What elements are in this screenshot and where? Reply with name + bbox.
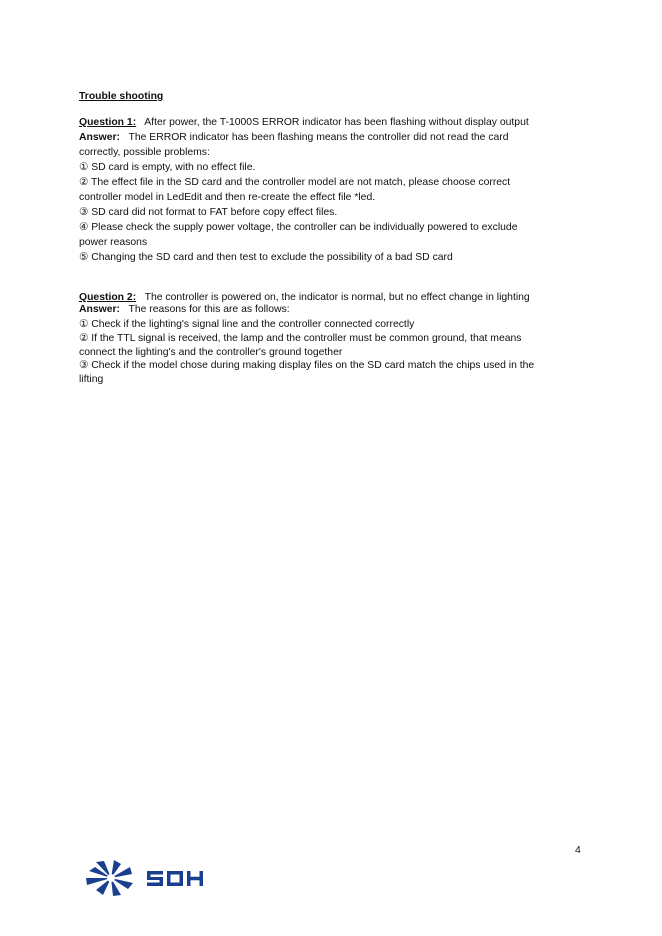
question-1-label: Question 1: — [79, 117, 137, 128]
list-item: ⑤ Changing the SD card and then test to exclude the possibility of a bad SD card — [79, 252, 453, 263]
question-2 — [79, 291, 579, 304]
list-item: controller model in LedEdit and then re-create the effect file *led. — [79, 192, 376, 203]
list-item: ③ Check if the model chose during making display files on the SD card match the chips used in the — [79, 360, 535, 372]
list-item: connect the lighting's and the controller's ground together — [79, 346, 343, 358]
section-title: Trouble shooting — [79, 91, 164, 102]
logo-wordmark — [147, 871, 203, 886]
answer-1-label: Answer: — [79, 132, 120, 143]
question-2-text: The controller is powered on, the indicator is normal, but no effect change in lighting — [144, 292, 530, 303]
question-1-text: After power, the T-1000S ERROR indicator has been flashing without display output — [144, 117, 529, 128]
page-number: 4 — [575, 845, 581, 856]
question-1-block — [79, 115, 579, 265]
list-item: ② If the TTL signal is received, the lamp and the controller must be common ground, that means — [79, 332, 522, 344]
answer-2-text: The reasons for this are as follows: — [128, 304, 290, 315]
list-item: ② The effect file in the SD card and the controller model are not match, please choose correct — [79, 177, 511, 188]
answer-2 — [79, 304, 579, 316]
logo-pinwheel-icon — [86, 860, 133, 896]
list-item: power reasons — [79, 237, 148, 248]
list-item: ① Check if the lighting's signal line and the controller connected correctly — [79, 319, 415, 330]
answer-1-text-line2: correctly, possible problems: — [79, 147, 210, 158]
question-1 — [79, 115, 579, 130]
question-2-label: Question 2: — [79, 292, 137, 303]
company-logo — [83, 858, 223, 898]
answer-2-list — [79, 318, 579, 387]
list-item: lifting — [79, 374, 104, 386]
answer-1-list — [79, 160, 579, 265]
list-item: ④ Please check the supply power voltage, the controller can be individually powered to exclude — [79, 222, 518, 233]
list-item: ③ SD card did not format to FAT before copy effect files. — [79, 207, 338, 218]
list-item: ① SD card is empty, with no effect file. — [79, 162, 256, 173]
answer-2-label: Answer: — [79, 304, 120, 315]
answer-1 — [79, 130, 579, 145]
page-content — [79, 89, 579, 387]
answer-1-text-line1: The ERROR indicator has been flashing means the controller did not read the card — [128, 132, 509, 143]
question-2-block — [79, 291, 579, 387]
